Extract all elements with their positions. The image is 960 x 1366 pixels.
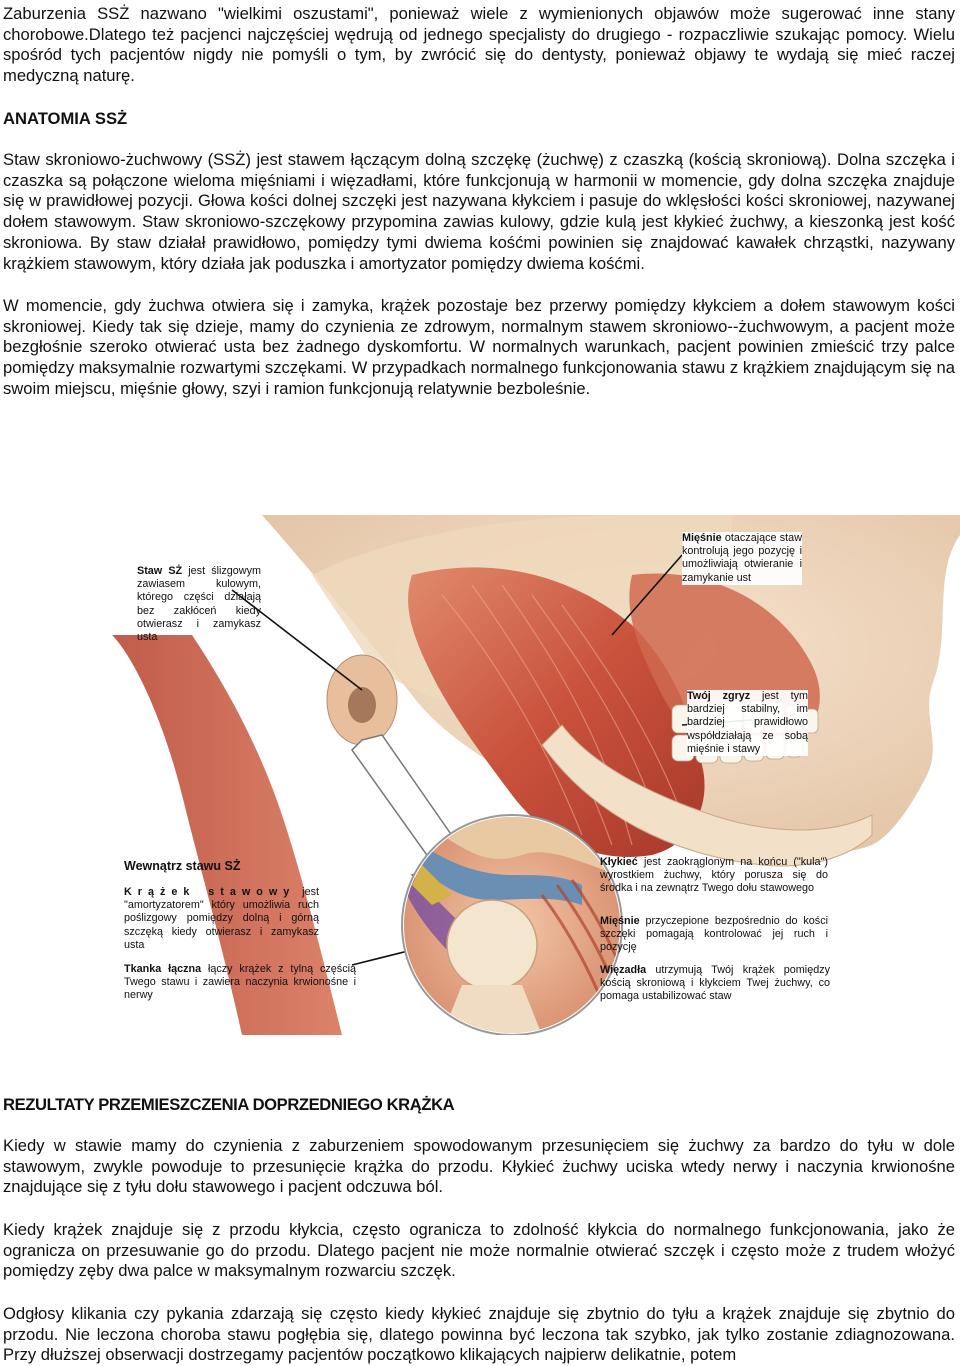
results-paragraph-1: Kiedy w stawie mamy do czynienia z zaburzeniem spowodowanym przesunięciem się żuchwy za bardzo do tyłu w dole stawowym, zwykle powoduje to przesunięcie krążka do przodu. Kłykieć żuchwy uciska wtedy nerwy i naczynia krwionośne znajdujące się z tyłu dołu stawowego i pacjent odczuwa ból.: [3, 1136, 955, 1197]
caption-klykiec: [600, 856, 828, 896]
results-heading: REZULTATY PRZEMIESZCZENIA DOPRZEDNIEGO KRĄŻKA: [3, 1095, 455, 1114]
results-paragraph-2: Kiedy krążek znajduje się z przodu kłykcia, często ogranicza to zdolność kłykcia do normalnego funkcjonowania, jako że ogranicza on przesuwanie go do przodu. Dlatego pacjent nie może normalnie otwierać szczęk i często może z trudem włożyć pomiędzy zęby dwa palce w maksymalnym rozwarciu szczęk.: [3, 1220, 955, 1281]
caption-miesnie-2-term: Mięśnie: [600, 915, 640, 927]
results-paragraph-3: Odgłosy klikania czy pykania zdarzają się często kiedy kłykieć znajduje się zbytnio do tyłu a krążek znajduje się zbytnio do przodu. Nie leczona choroba stawu pogłębia się, dlatego powinna być leczona tak szybko, jak tylko zostanie zdiagnozowana. Przy dłuższej obserwacji dostrzegamy pacjentów początkowo klikających najpierw delikatnie, potem: [3, 1304, 955, 1365]
intro-paragraph: Zaburzenia SSŻ nazwano "wielkimi oszustami", ponieważ wiele z wymienionych objawów może sugerować inne stany chorobowe.Dlatego też pacjenci najczęściej wędrują od jednego specjalisty do drugiego - rozpaczliwie szukając pomocy. Wielu spośród tych pacjentów nigdy nie pomyśli o tym, by zwrócić się do dentysty, ponieważ objawy te wydają się mieć raczej medyczną naturę.: [3, 4, 955, 86]
caption-miesnie-2-text: przyczepione bezpośrednio do kości szczęki pomagają kontrolować jej ruch i pozycję: [600, 915, 828, 954]
caption-klykiec-term: Kłykieć: [600, 856, 638, 868]
anatomy-heading: ANATOMIA SSŻ: [3, 109, 128, 128]
tmj-anatomy-figure: [112, 515, 960, 1035]
caption-wiezadla-term: Więzadła: [600, 964, 647, 976]
caption-miesnie-text: otaczające staw kontrolują jego pozycję i umożliwiają otwieranie i zamykanie ust: [682, 532, 802, 584]
caption-krazek: [124, 886, 319, 952]
caption-staw-sz: [137, 565, 261, 644]
caption-tkanka: [124, 963, 356, 1003]
caption-krazek-text: jest "amortyzatorem" który umożliwia ruch poślizgowy pomiędzy dolną i górną szczęką kiedy otwierasz i zamykasz usta: [124, 886, 319, 951]
caption-staw-sz-term: Staw SŻ: [137, 565, 183, 577]
anatomy-paragraph-2: W momencie, gdy żuchwa otwiera się i zamyka, krążek pozostaje bez przerwy pomiędzy kłykciem a dołem stawowym kości skroniowej. Kiedy tak się dzieje, mamy do czynienia ze zdrowym, normalnym stawem skroniowo--żuchwowym, a pacjent może bezgłośnie szeroko otwierać usta bez żadnego dyskomfortu. W normalnych warunkach, pacjent powinien zmieścić trzy palce pomiędzy maksymalnie rozwartymi szczękami. W przypadkach normalnego funkcjonowania stawu z krążkiem znajdującym się na swoim miejscu, mięśnie głowy, szyi i ramion funkcjonują relatywnie bezboleśnie.: [3, 296, 955, 398]
anatomy-paragraph-1: Staw skroniowo-żuchwowy (SSŻ) jest stawem łączącym dolną szczękę (żuchwę) z czaszką (kością skroniową). Dolna szczęka i czaszka są połączone wieloma mięśniami i więzadłami, które funkcjonują w harmonii w momencie, gdy dolna szczęka znajduje się w prawidłowej pozycji. Głowa kości dolnej szczęki jest nazywana kłykciem i pasuje do wklęsłości kości skroniowej, nazywanej dołem stawowym. Staw skroniowo-szczękowy przypomina zawias kulowy, gdzie kulą jest kłykieć żuchwy, a kieszonką jest kość skroniowa. By staw działał prawidłowo, pomiędzy tymi dwiema kośćmi powinien się znajdować kawałek chrząstki, nazywany krążkiem stawowym, który działa jak poduszka i amortyzator pomiędzy dwiema kośćmi.: [3, 150, 955, 273]
caption-wiezadla: [600, 964, 830, 1004]
caption-miesnie-2: [600, 915, 828, 955]
caption-klykiec-text: jest zaokrąglonym na końcu ("kula") wyrostkiem żuchwy, który porusza się do środka i na zewnątrz Twego dołu stawowego: [600, 856, 828, 895]
caption-tkanka-text: łączy krążek z tylną częścią Twego stawu i zawiera naczynia krwionośne i nerwy: [124, 963, 357, 1002]
caption-staw-sz-text: jest ślizgowym zawiasem kulowym, którego części działają bez zakłóceń kiedy otwierasz i zamykasz usta: [137, 565, 261, 644]
caption-zgryz: [687, 690, 808, 756]
caption-wiezadla-text: utrzymują Twój krążek pomiędzy kością skroniową i kłykciem Twej żuchwy, co pomaga ustabilizować staw: [600, 964, 830, 1003]
caption-krazek-term: Krążek stawowy: [124, 886, 296, 898]
caption-tkanka-term: Tkanka łączna: [124, 963, 202, 975]
caption-miesnie: [682, 532, 802, 585]
caption-zgryz-term: Twój zgryz: [687, 690, 751, 702]
caption-miesnie-term: Mięśnie: [682, 532, 722, 544]
caption-zgryz-text: jest tym bardziej stabilny, im bardziej prawidłowo współdziałają ze sobą mięśnie i stawy: [687, 690, 808, 755]
inside-joint-heading: Wewnątrz stawu SŻ: [124, 859, 241, 873]
